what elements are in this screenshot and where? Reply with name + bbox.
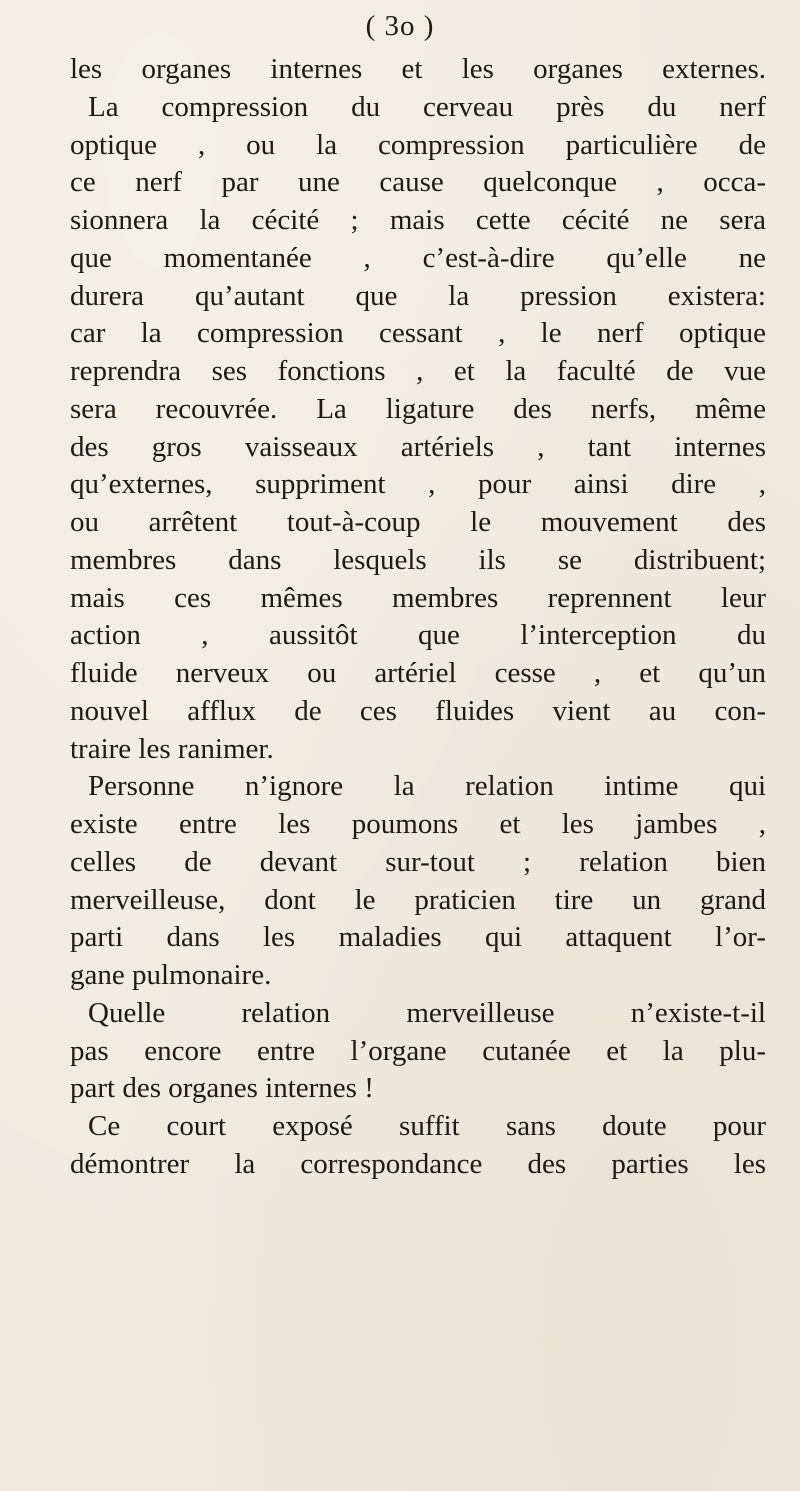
- text-line: car la compression cessant , le nerf optique: [70, 317, 766, 350]
- text-line: ce nerf par une cause quelconque , occa-: [70, 166, 766, 199]
- text-line: Ce court exposé suffit sans doute pour: [88, 1110, 766, 1142]
- text-line: sera recouvrée. La ligature des nerfs, même: [70, 392, 766, 425]
- text-line: ou arrêtent tout-à-coup le mouvement des: [70, 506, 766, 538]
- text-line: fluide nerveux ou artériel cesse , et qu’un: [70, 657, 766, 689]
- text-line: celles de devant sur-tout ; relation bien: [70, 845, 766, 878]
- text-line: gane pulmonaire.: [70, 959, 272, 991]
- text-line: mais ces mêmes membres reprennent leur: [70, 581, 766, 614]
- text-line: reprendra ses fonctions , et la faculté de vue: [70, 355, 766, 387]
- text-line: membres dans lesquels ils se distribuent;: [70, 543, 766, 576]
- text-line: traire les ranimer.: [70, 732, 274, 765]
- text-line: merveilleuse, dont le praticien tire un grand: [70, 883, 766, 916]
- text-line: existe entre les poumons et les jambes ,: [70, 808, 766, 840]
- text-line: part des organes internes !: [70, 1072, 374, 1105]
- text-line: qu’externes, suppriment , pour ainsi dire ,: [70, 468, 766, 501]
- text-line: démontrer la correspondance des parties les: [70, 1147, 766, 1180]
- text-line: parti dans les maladies qui attaquent l’or-: [70, 921, 766, 954]
- text-line: des gros vaisseaux artériels , tant internes: [70, 430, 766, 463]
- text-line: durera qu’autant que la pression existera:: [70, 279, 766, 312]
- body-text: [70, 51, 766, 1184]
- text-line: nouvel afflux de ces fluides vient au con-: [70, 694, 766, 727]
- text-line: La compression du cerveau près du nerf: [88, 90, 766, 123]
- text-line: pas encore entre l’organe cutanée et la plu-: [70, 1034, 766, 1067]
- text-line: Quelle relation merveilleuse n’existe-t-il: [88, 996, 766, 1029]
- page-number: ( 3o ): [365, 10, 435, 42]
- text-line: sionnera la cécité ; mais cette cécité ne sera: [70, 204, 766, 236]
- text-line: Personne n’ignore la relation intime qui: [88, 770, 766, 803]
- text-line: action , aussitôt que l’interception du: [70, 619, 766, 652]
- text-line: que momentanée , c’est-à-dire qu’elle ne: [70, 241, 766, 274]
- text-line: optique , ou la compression particulière de: [70, 128, 766, 161]
- text-line: les organes internes et les organes externes.: [70, 53, 766, 85]
